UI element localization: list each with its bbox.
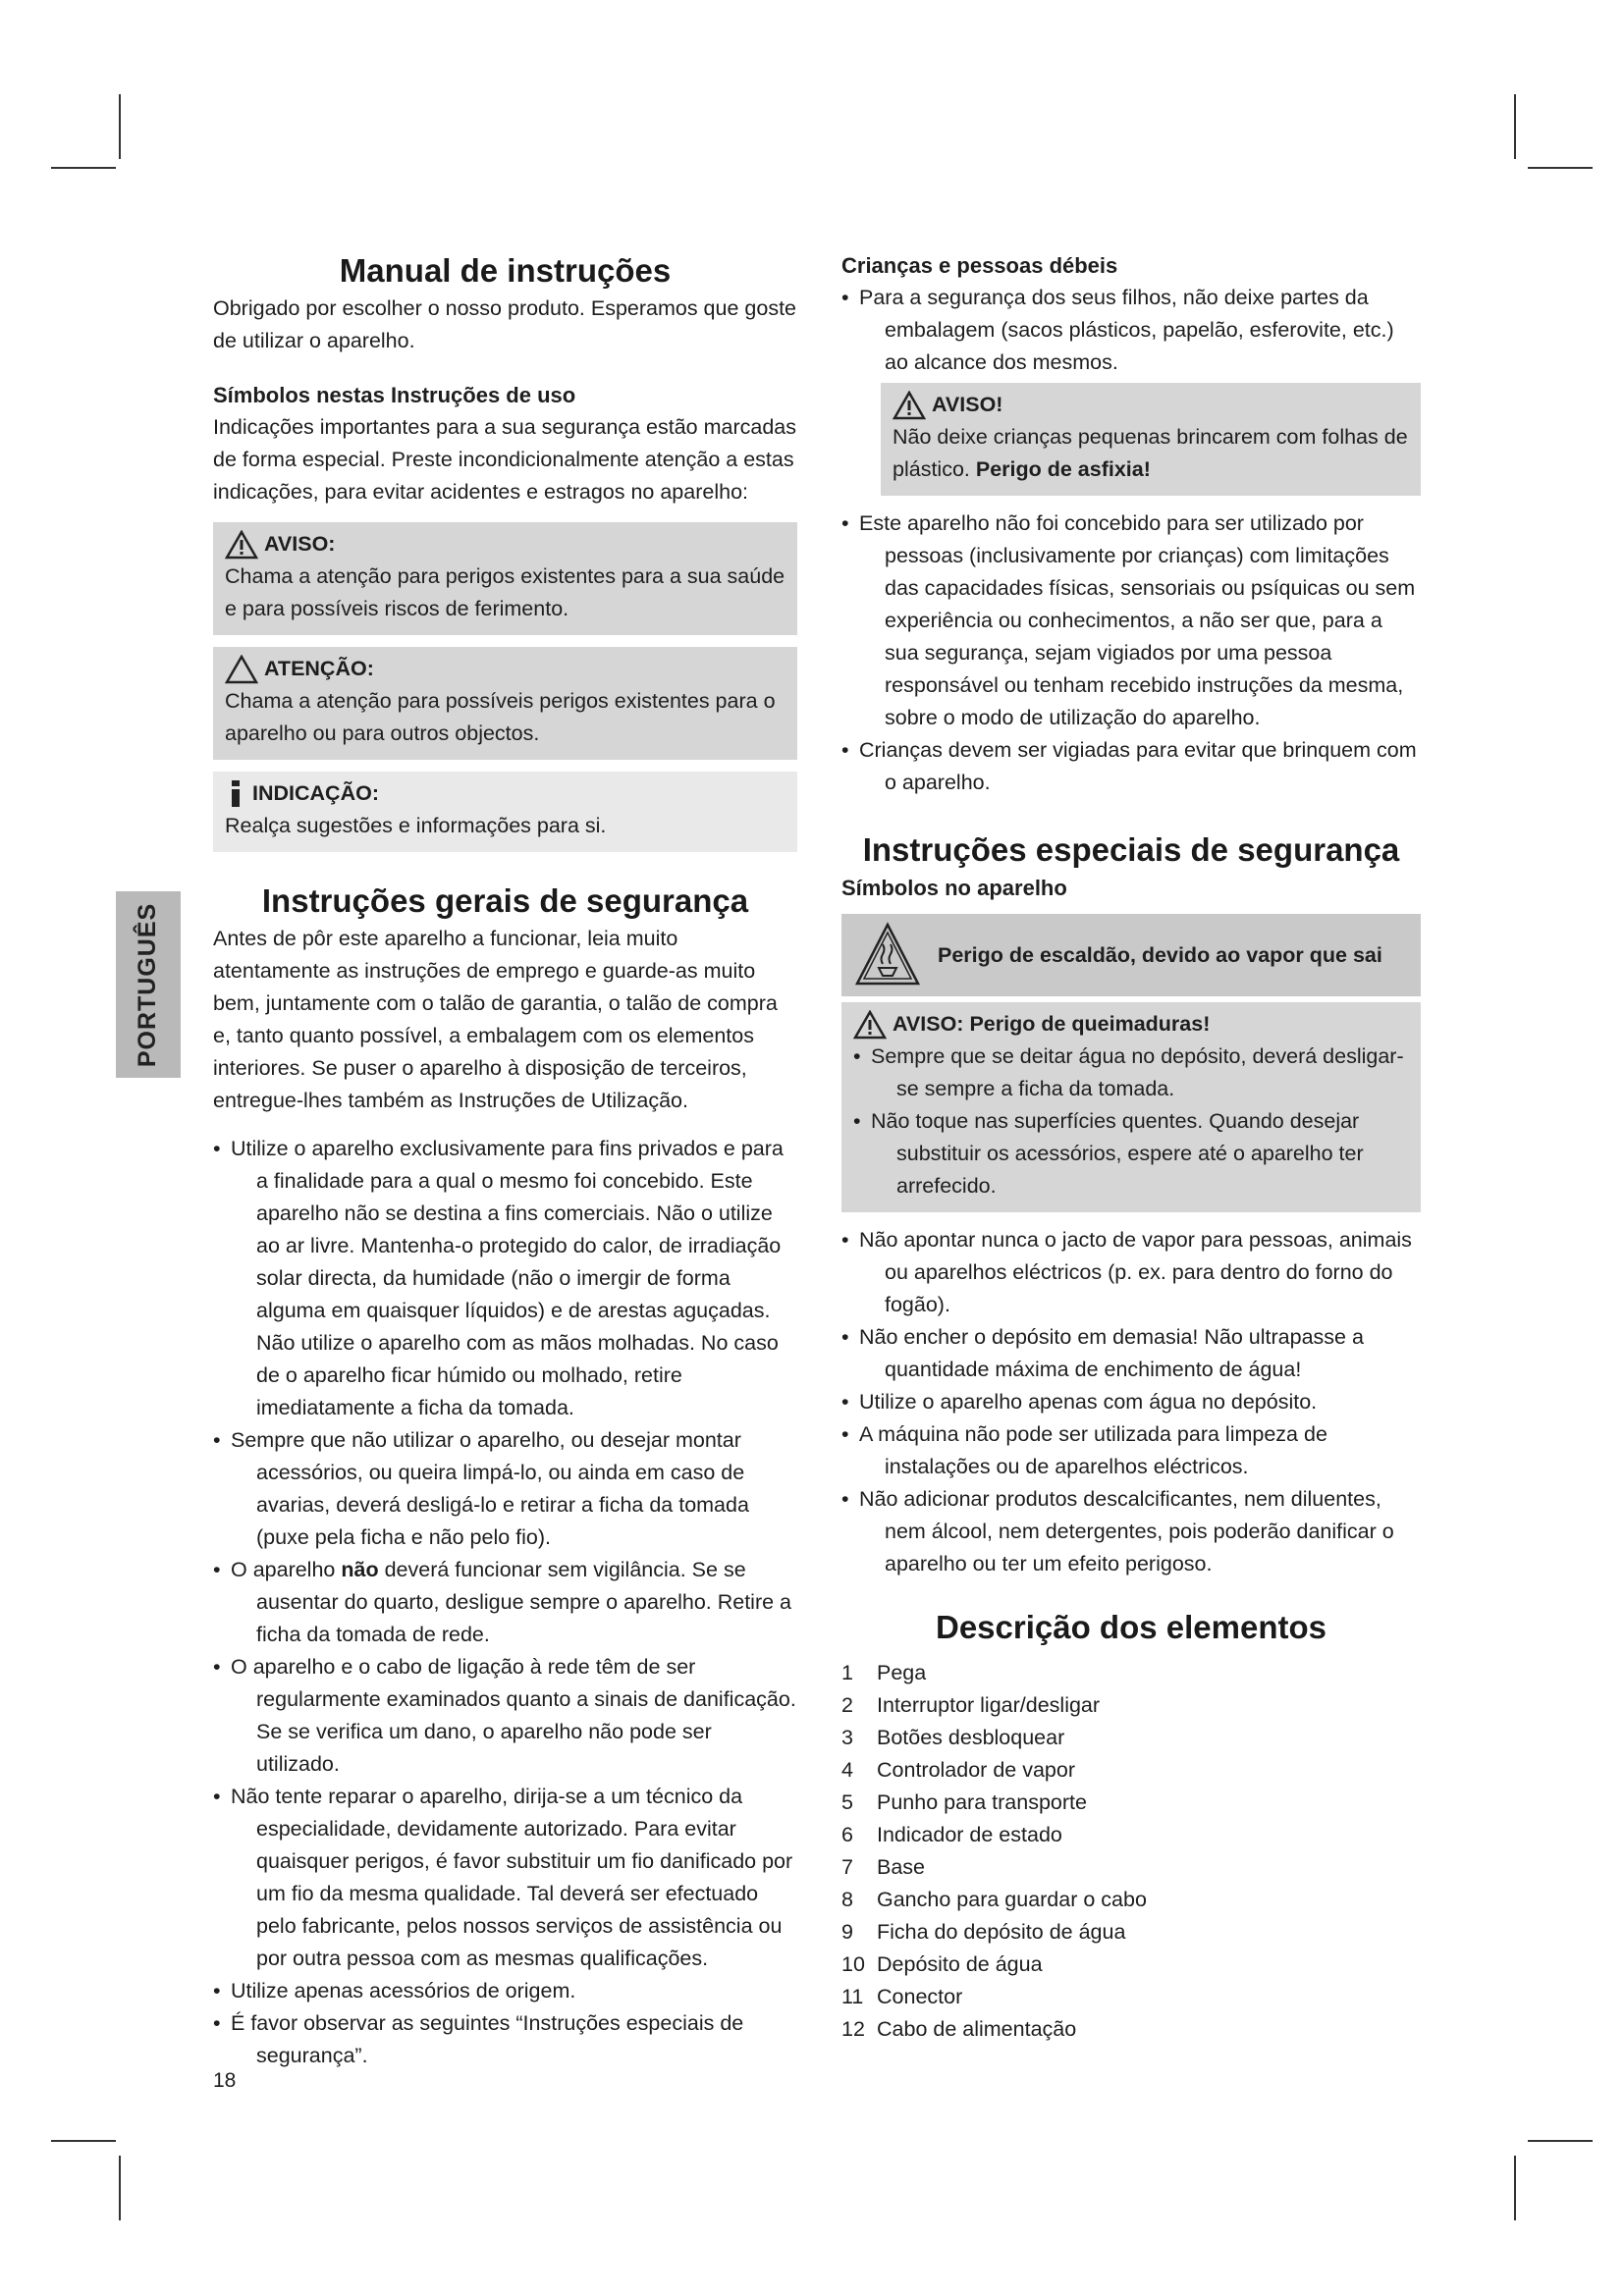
general-safety-title: Instruções gerais de segurança (261, 882, 749, 919)
list-item: 8 Gancho para guardar o cabo (841, 1888, 1147, 1911)
steam-hazard-icon (853, 921, 922, 989)
list-item: • Para a segurança dos seus filhos, não deixe partes da embalagem (sacos plásticos, papelão, esferovite, etc.) ao alcance dos mesmos. (841, 282, 1421, 379)
list-item: • Utilize apenas acessórios de origem. (213, 1975, 797, 2007)
list-item: • O aparelho e o cabo de ligação à rede têm de ser regularmente examinados quanto a sinais de danificação. Se se verifica um dano, o aparelho não pode ser utilizado. (213, 1651, 797, 1781)
list-item: • Crianças devem ser vigiadas para evitar que brinquem com o aparelho. (841, 734, 1421, 799)
list-item: 2 Interruptor ligar/desligar (841, 1693, 1101, 1717)
list-item: • Não tente reparar o aparelho, dirija-se a um técnico da especialidade, devidamente autorizado. Para evitar quaisquer perigos, é favor substituir um fio danificado por um fio da mesma qualidade. Tal deverá ser efectuado pelo fabricante, pelos nossos serviços de assistência ou por outra pessoa com as mesmas qualificações. (213, 1781, 797, 1975)
list-item: • A máquina não pode ser utilizada para limpeza de instalações ou de aparelhos eléctricos. (841, 1418, 1421, 1483)
warning-icon (853, 1010, 887, 1040)
warning-icon (893, 391, 926, 420)
burn-warning-title: AVISO: Perigo de queimaduras! (893, 1012, 1211, 1036)
language-tab-label: PORTUGUÊS (134, 902, 162, 1067)
list-item: 10 Depósito de água (841, 1952, 1043, 1976)
aviso-title: AVISO: (264, 532, 336, 556)
crop-mark (119, 94, 121, 159)
list-item: • Sempre que se deitar água no depósito, deverá desligar-se sempre a ficha da tomada. (853, 1041, 1409, 1105)
list-item: 3 Botões desbloquear (841, 1726, 1065, 1749)
crop-mark (51, 2140, 116, 2142)
list-item: • O aparelho não deverá funcionar sem vigilância. Se se ausentar do quarto, desligue sempre o aparelho. Retire a ficha da tomada de rede. (213, 1554, 797, 1651)
crop-mark (1514, 94, 1516, 159)
list-item: • Utilize o aparelho exclusivamente para fins privados e para a finalidade para a qual o mesmo foi concebido. Este aparelho não se destina a fins comerciais. Não o utilize ao ar livre. Mantenha-o protegido do calor, de irradiação solar directa, da humidade (não o imergir de forma alguma em quaisquer líquidos) e de arestas aguçadas. Não utilize o aparelho com as mãos molhadas. No caso de o aparelho ficar húmido ou molhado, retire imediatamente a ficha da tomada. (213, 1133, 797, 1424)
atencao-title: ATENÇÃO: (264, 657, 374, 680)
language-tab (116, 891, 181, 1078)
list-item: 7 Base (841, 1855, 926, 1879)
crop-mark (1528, 2140, 1593, 2142)
list-item: • É favor observar as seguintes “Instruções especiais de segurança”. (213, 2007, 797, 2072)
list-item: • Utilize o aparelho apenas com água no depósito. (841, 1386, 1421, 1418)
indicacao-text: Realça sugestões e informações para si. (225, 814, 607, 837)
list-item: 6 Indicador de estado (841, 1823, 1062, 1846)
list-item: 11 Conector (841, 1985, 963, 2008)
burn-warning-box (841, 1002, 1421, 1212)
caution-icon (225, 655, 258, 684)
special-safety-list (841, 1224, 1421, 1580)
elements-list (841, 1657, 1421, 2046)
list-item: • Não adicionar produtos descalcificantes, nem diluentes, nem álcool, nem detergentes, pois poderão danificar o aparelho ou ter um efeito perigoso. (841, 1483, 1421, 1580)
elements-title: Descrição dos elementos (936, 1609, 1326, 1645)
list-item: • Este aparelho não foi concebido para ser utilizado por pessoas (inclusivamente por crianças) com limitações das capacidades físicas, sensoriais ou psíquicas ou sem experiência ou conhecimentos, a não ser que, para a sua segurança, sejam vigiados por uma pessoa responsável ou tenham recebido instruções da mesma, sobre o modo de utilização do aparelho. (841, 507, 1421, 734)
crop-mark (51, 167, 116, 169)
general-intro: Antes de pôr este aparelho a funcionar, leia muito atentamente as instruções de emprego e guarde-as muito bem, juntamente com o talão de garantia, o talão de compra e, tanto quanto possível, a embalagem com os elementos interiores. Se puser o aparelho à disposição de terceiros, entregue-lhes também as Instruções de Utilização. (213, 927, 778, 1112)
children-list-2 (841, 507, 1421, 799)
intro-text: Obrigado por escolher o nosso produto. Esperamos que goste de utilizar o aparelho. (213, 296, 797, 352)
list-item: • Não toque nas superfícies quentes. Quando desejar substituir os acessórios, espere até o aparelho ter arrefecido. (853, 1105, 1409, 1202)
list-item: • Sempre que não utilizar o aparelho, ou desejar montar acessórios, ou queira limpá-lo, ou ainda em caso de avarias, deverá desligá-lo e retirar a ficha da tomada (puxe pela ficha e não pelo fio). (213, 1424, 797, 1554)
aviso-asfixia-title: AVISO! (932, 393, 1003, 416)
indicacao-box (213, 772, 797, 852)
indicacao-title: INDICAÇÃO: (252, 781, 379, 805)
list-item: 9 Ficha do depósito de água (841, 1920, 1126, 1944)
hazard-text: Perigo de escaldão, devido ao vapor que sai (938, 942, 1382, 967)
list-item: • Não encher o depósito em demasia! Não ultrapasse a quantidade máxima de enchimento de água! (841, 1321, 1421, 1386)
list-item: • Não apontar nunca o jacto de vapor para pessoas, animais ou aparelhos eléctricos (p. ex. para dentro do forno do fogão). (841, 1224, 1421, 1321)
special-safety-title: Instruções especiais de segurança (862, 831, 1400, 868)
list-item: 12 Cabo de alimentação (841, 2017, 1077, 2041)
warning-icon (225, 530, 258, 560)
crop-mark (1514, 2156, 1516, 2220)
device-symbols-heading: Símbolos no aparelho (841, 876, 1067, 900)
symbols-text: Indicações importantes para a sua segurança estão marcadas de forma especial. Preste incondicionalmente atenção a estas indicações, para evitar acidentes e estragos no aparelho: (213, 415, 796, 504)
general-safety-list (213, 1133, 797, 2072)
list-item: 1 Pega (841, 1661, 927, 1684)
children-list (841, 282, 1421, 379)
symbols-heading: Símbolos nestas Instruções de uso (213, 383, 576, 407)
aviso-box (213, 522, 797, 635)
page-number: 18 (213, 2069, 237, 2092)
list-item: 4 Controlador de vapor (841, 1758, 1075, 1782)
aviso-asfixia-box (881, 383, 1421, 496)
atencao-text: Chama a atenção para possíveis perigos existentes para o aparelho ou para outros objectos. (225, 689, 776, 745)
aviso-asfixia-text: Não deixe crianças pequenas brincarem com folhas de plástico. Perigo de asfixia! (893, 425, 1408, 481)
hazard-box (841, 914, 1421, 996)
crop-mark (119, 2156, 121, 2220)
manual-title: Manual de instruções (339, 252, 672, 289)
atencao-box (213, 647, 797, 760)
left-column (213, 249, 797, 2072)
list-item: 5 Punho para transporte (841, 1790, 1087, 1814)
info-icon (225, 779, 246, 809)
children-heading: Crianças e pessoas débeis (841, 253, 1118, 278)
right-column (841, 249, 1421, 2046)
crop-mark (1528, 167, 1593, 169)
aviso-text: Chama a atenção para perigos existentes para a sua saúde e para possíveis riscos de ferimento. (225, 564, 785, 620)
